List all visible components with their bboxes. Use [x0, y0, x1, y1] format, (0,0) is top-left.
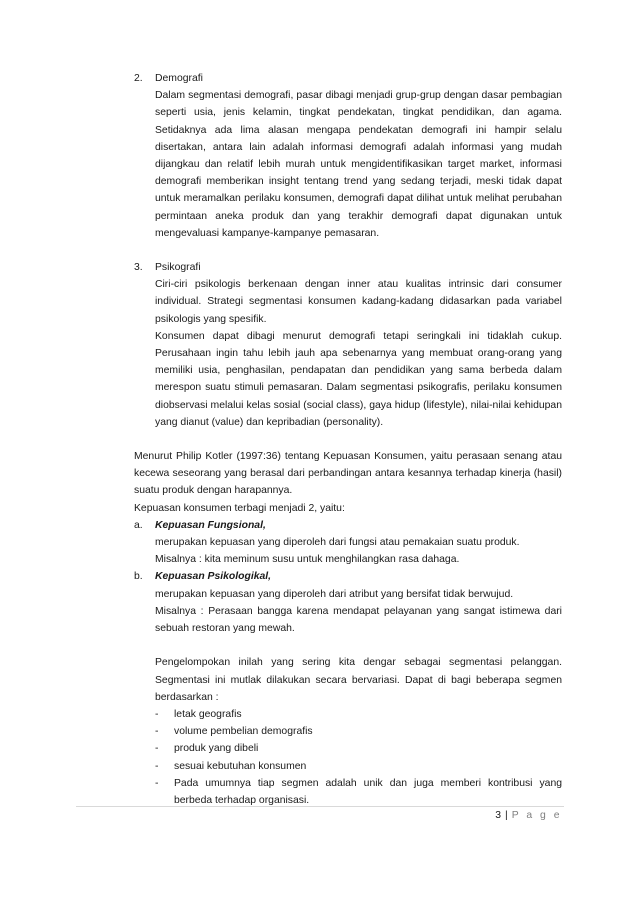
section-number: 3.	[134, 262, 143, 274]
list-item: - Pada umumnya tiap segmen adalah unik dan juga memberi kontribusi yang berbeda terhadap organisasi.	[155, 777, 562, 806]
kepuasan-psikologikal-heading	[134, 568, 562, 585]
segmentasi-paragraph: Pengelompokan inilah yang sering kita dengar sebagai segmentasi pelanggan. Segmentasi ini mutlak dilakukan secara bervariasi. Dapat di bagi beberapa segmen berdasarkan :	[155, 657, 562, 703]
segmen-list	[134, 706, 562, 809]
footer-separator: |	[505, 810, 508, 821]
kepuasan-fungsional-heading	[134, 517, 562, 534]
item-title: Kepuasan Fungsional,	[155, 519, 266, 531]
section-title: Psikografi	[155, 262, 201, 274]
page-number: 3	[495, 810, 502, 821]
list-item: - sesuai kebutuhan konsumen	[155, 760, 307, 772]
item-letter: b.	[134, 571, 143, 583]
list-item: - produk yang dibeli	[155, 743, 259, 755]
section-title: Demografi	[155, 73, 203, 84]
item-letter: a.	[134, 519, 143, 531]
kepuasan-intro: Kepuasan konsumen terbagi menjadi 2, yaitu:	[134, 502, 345, 514]
kepuasan-psikologikal-example: Misalnya : Perasaan bangga karena mendapat pelayanan yang sangat istimewa dari sebuah restoran yang mewah.	[155, 605, 562, 635]
page-footer	[76, 810, 562, 821]
item-title: Kepuasan Psikologikal,	[155, 571, 272, 583]
section-psikografi-heading	[134, 259, 562, 276]
kotler-paragraph: Menurut Philip Kotler (1997:36) tentang Kepuasan Konsumen, yaitu perasaan senang atau kecewa seseorang yang berasal dari perbandingan antara kesannya terhadap kinerja (hasil) suatu produk dengan harapannya.	[134, 451, 562, 497]
list-item: - volume pembelian demografis	[155, 726, 313, 738]
section-psikografi-body-1: Ciri-ciri psikologis berkenaan dengan inner atau kualitas intrinsic dari consumer individual. Strategi segmentasi konsumen kadang-kadang didasarkan pada variabel psikologis yang spesifik.	[155, 279, 562, 325]
list-item: - letak geografis	[155, 708, 242, 720]
kepuasan-fungsional-desc: merupakan kepuasan yang diperoleh dari fungsi atau pemakaian suatu produk.	[155, 537, 520, 549]
section-number: 2.	[134, 73, 143, 84]
section-psikografi-body-2: Konsumen dapat dibagi menurut demografi tetapi seringkali ini tidaklah cukup. Perusahaan ingin tahu lebih jauh apa sebenarnya yang membuat orang-orang yang memiliki usia, penghasilan, pendapatan dan pendidikan yang sama berbeda dalam merespon suatu stimuli pemasaran. Dalam segmentasi psikografis, perilaku konsumen diobservasi melalui kelas sosial (social class), gaya hidup (lifestyle), nilai-nilai kehidupan yang dianut (value) dan kepribadian (personality).	[155, 330, 562, 428]
kepuasan-fungsional-example: Misalnya : kita meminum susu untuk menghilangkan rasa dahaga.	[155, 554, 460, 566]
document-body	[134, 70, 562, 809]
kepuasan-psikologikal-desc: merupakan kepuasan yang diperoleh dari atribut yang bersifat tidak berwujud.	[155, 588, 514, 600]
page-label: P a g e	[511, 810, 562, 821]
section-demografi-body: Dalam segmentasi demografi, pasar dibagi menjadi grup-grup dengan dasar pembagian seperti usia, jenis kelamin, tingkat pendekatan, tingkat pendidikan, dan agama. Setidaknya ada lima alasan mengapa pendekatan demografi ini hampir selalu disertakan, antara lain adalah informasi demografi adalah informasi yang mudah dijangkau dan relatif lebih murah untuk mengidentifikasikan target market, informasi demografi memberikan insight tentang trend yang sedang terjadi, meski tidak dapat untuk meramalkan perilaku konsumen, demografi dapat dilihat untuk melihat perubahan permintaan aneka produk dan yang terakhir demografi dapat digunakan untuk mengevaluasi kampanye-kampanye pemasaran.	[155, 90, 562, 239]
section-demografi-heading	[134, 70, 562, 87]
footer-divider	[76, 806, 564, 807]
